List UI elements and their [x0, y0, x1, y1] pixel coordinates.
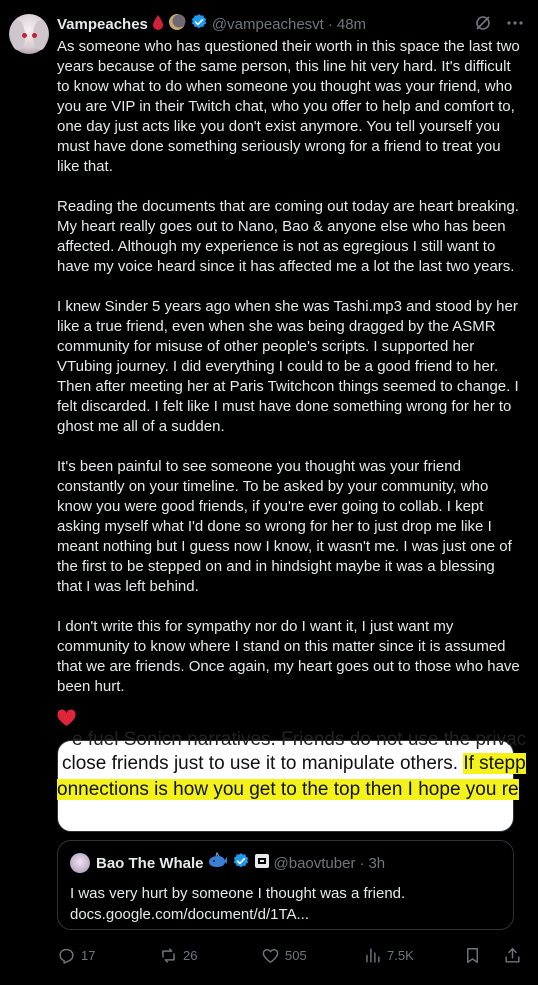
- tweet-header: [57, 14, 366, 34]
- repost-count: 26: [183, 948, 198, 963]
- media-text-line: [57, 779, 519, 801]
- share-upload-icon: [503, 946, 522, 965]
- bookmark-icon: [463, 946, 482, 965]
- analytics-bar-chart-icon: [363, 946, 382, 965]
- tweet-timestamp[interactable]: 48m: [336, 15, 367, 33]
- quoted-tweet-body: [70, 883, 500, 925]
- media-text-line: e fuel Sonicn narratives. Friends do not use the privac: [72, 729, 527, 750]
- author-handle[interactable]: @vampeachesvt: [211, 15, 324, 33]
- reply-count: 17: [81, 948, 96, 963]
- media-text-highlight: If stepp: [463, 753, 526, 774]
- media-text-line: [62, 753, 526, 775]
- verified-badge-icon: [232, 852, 250, 874]
- repost-button[interactable]: [159, 946, 197, 965]
- tweet-media-image[interactable]: [57, 729, 527, 832]
- blood-drop-icon: [152, 14, 164, 34]
- quoted-tweet-timestamp: 3h: [368, 854, 386, 872]
- like-count: 505: [285, 948, 307, 963]
- separator-dot: ·: [359, 854, 365, 872]
- reply-icon: [57, 946, 76, 965]
- bookmark-button[interactable]: [463, 946, 482, 965]
- quoted-tweet[interactable]: [57, 840, 514, 930]
- tweet-top-actions: [474, 14, 524, 37]
- quoted-tweet-link: docs.google.com/document/d/1TA...: [70, 906, 310, 923]
- media-text-plain: close friends just to use it to manipulate others.: [62, 753, 464, 774]
- author-avatar[interactable]: [9, 14, 49, 54]
- views-button[interactable]: [363, 946, 414, 965]
- repost-icon: [159, 946, 178, 965]
- like-button[interactable]: [261, 946, 307, 965]
- quoted-author-avatar: [70, 853, 90, 873]
- quoted-tweet-header: [96, 853, 385, 873]
- whale-icon: [208, 853, 228, 873]
- quoted-tweet-text-line: I was very hurt by someone I thought was a friend.: [70, 885, 406, 902]
- tweet-body: As someone who has questioned their worth in this space the last two years because of the same person, this line hit very hard. It's difficult to know what to do when someone you thought was your friend, who you are VIP in their Twitch chat, who you offer to help and comfort to, one day just acts like you don't exist anymore. You tell yourself you must have done something seriously wrong for a friend to treat you like that. Reading the documents that are coming out today are heart breaking. My heart really goes out to Nano, Bao & anyone else who has been affected. Although my experience is not as egregious I still want to have my voice heard since it has affected me a lot the last two years. I knew Sinder 5 years ago when she was Tashi.mp3 and stood by her like a true friend, even when she was being dragged by the ASMR community for misuse of other people's scripts. I supported her VTubing journey. I did everything I could to be a good friend to her. Then after meeting her at Paris Twitchcon things seemed to change. I felt discarded. I felt like I must have done something wrong for her to ghost me all of a sudden. It's been painful to see someone you thought was your friend constantly on your timeline. To be asked by your community, who know you were good friends, if you're ever going to collab. I kept asking myself what I'd done so wrong for her to just drop me like I meant nothing but I guess now I know, it wasn't me. I was just one of the first to be stepped on and in hindsight maybe it was a blessing that I was left behind. I don't write this for sympathy nor do I want it, I just want my community to know where I stand on this matter since it is assumed that we are friends. Once again, my heart goes out to those who have been hurt.: [57, 38, 520, 695]
- separator-dot: ·: [327, 15, 333, 33]
- like-heart-icon: [261, 946, 280, 965]
- moon-icon: [168, 13, 186, 35]
- grok-icon[interactable]: [474, 14, 492, 37]
- quoted-author-display-name: Bao The Whale: [96, 854, 204, 872]
- verified-badge-icon[interactable]: [190, 13, 208, 35]
- quoted-author-handle: @baovtuber: [273, 854, 356, 872]
- reply-button[interactable]: [57, 946, 95, 965]
- tweet-action-bar: [57, 946, 521, 966]
- view-count: 7.5K: [387, 948, 414, 963]
- share-button[interactable]: [503, 946, 522, 965]
- media-text-highlight: onnections is how you get to the top then I hope you re: [57, 779, 519, 800]
- author-display-name[interactable]: Vampeaches: [57, 15, 148, 33]
- vtuber-badge-icon: [254, 853, 270, 873]
- more-options-icon[interactable]: [506, 14, 524, 37]
